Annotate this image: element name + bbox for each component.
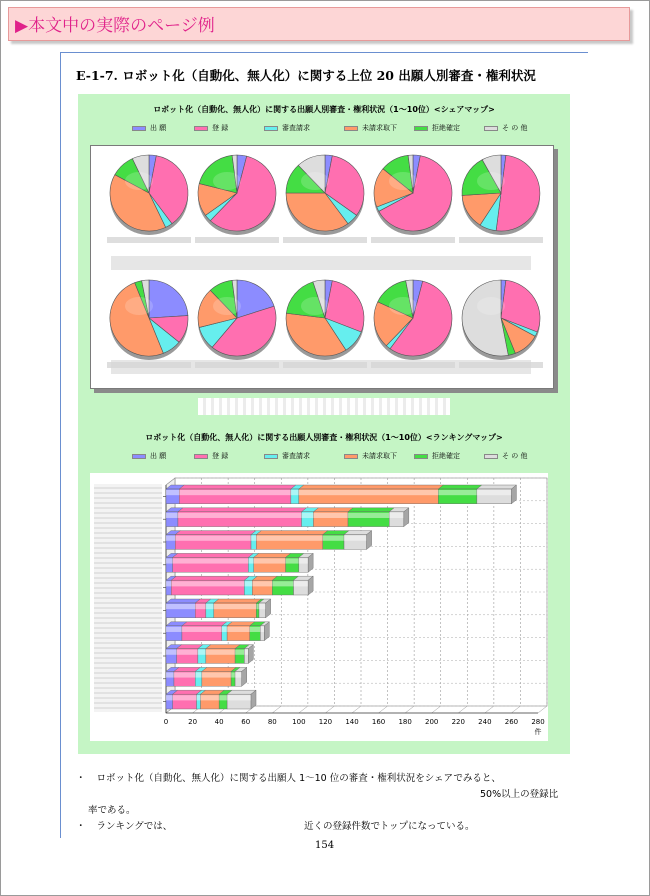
x-tick-label: 260: [504, 718, 519, 726]
share-map-panel: [90, 145, 554, 389]
bar-segment-top: [254, 553, 291, 557]
bar-segment-top: [477, 485, 517, 489]
legend-swatch: [344, 126, 358, 131]
bar-segment-shine: [286, 558, 299, 563]
x-tick-label: 80: [267, 718, 277, 726]
x-tick-label: 280: [531, 718, 545, 726]
bar-segment-top: [173, 553, 254, 557]
pie-label-band: [111, 256, 531, 270]
bullet-1-cont: [480, 786, 558, 800]
pie-slice: [149, 280, 188, 318]
legend-swatch: [414, 126, 428, 131]
bar-segment-shine: [348, 513, 389, 518]
pie-1: [107, 155, 191, 243]
bar-segment-top: [182, 622, 227, 626]
bar-segment-shine: [214, 604, 257, 609]
bar-segment-shine: [195, 604, 206, 609]
x-tick-label: 100: [292, 718, 306, 726]
legend-swatch: [264, 126, 278, 131]
pie-caption-strip: [283, 237, 367, 243]
bar-segment-shine: [251, 536, 256, 541]
legend-item: [344, 451, 397, 461]
bullet-1-end: [88, 802, 136, 816]
x-tick-label: 60: [241, 718, 251, 726]
share-map-legend: [132, 123, 532, 133]
pie-caption-strip: [459, 237, 543, 243]
pie-8: [283, 280, 367, 368]
x-tick-label: 220: [451, 718, 465, 726]
legend-label: 未請求取下: [362, 124, 397, 132]
caption-strip: [198, 398, 450, 415]
pie-caption-strip: [107, 362, 191, 368]
section-title: E-1-7. ロボット化（自動化、無人化）に関する上位 20 出願人別審査・権利状況: [76, 68, 536, 83]
x-tick-label: 120: [318, 718, 333, 726]
bar-segment-shine: [166, 581, 171, 586]
bar-segment-shine: [178, 513, 302, 518]
bar-segment-shine: [302, 513, 314, 518]
pie-highlight: [389, 297, 417, 315]
bar-row-4: [163, 553, 313, 572]
bar-segment-top: [166, 599, 200, 603]
bar-segment-shine: [195, 672, 202, 677]
pie-5: [459, 155, 543, 243]
bar-row-6: [163, 599, 271, 618]
legend-label: そ の 他: [502, 124, 528, 132]
bar-segment-shine: [256, 536, 322, 541]
bullet-1-text: ロボット化（自動化、無人化）に関する出願人 1～10 位の審査・権利状況をシェアでみると、: [96, 773, 501, 784]
bar-segment-top: [206, 645, 240, 649]
bar-segment-shine: [256, 604, 259, 609]
bar-row-1: [163, 485, 516, 504]
bar-segment-shine: [177, 650, 198, 655]
grid-floor-line: [299, 706, 308, 713]
bar-segment-shine: [244, 581, 252, 586]
pie-caption-strip: [195, 362, 279, 368]
legend-item: [264, 123, 310, 133]
legend-swatch: [264, 454, 278, 459]
bar-segment-shine: [259, 604, 266, 609]
legend-item: [264, 451, 310, 461]
x-tick-label: 0: [163, 718, 169, 726]
bullet-2-mark: ・: [76, 821, 86, 832]
bar-segment-shine: [299, 558, 308, 563]
bar-segment-shine: [175, 536, 251, 541]
pie-highlight: [301, 172, 329, 190]
grid-floor-line: [272, 706, 281, 713]
pie-4: [371, 155, 455, 243]
legend-label: 拒絶確定: [432, 124, 460, 132]
bar-segment-shine: [272, 581, 293, 586]
bar-segment-shine: [206, 604, 214, 609]
bar-segment-top: [202, 667, 236, 671]
bar-segment-shine: [323, 536, 344, 541]
bar-segment-shine: [248, 558, 253, 563]
pie-caption-strip: [195, 237, 279, 243]
page-banner: [8, 7, 630, 41]
pie-highlight: [477, 172, 505, 190]
bullet-2-cont: [304, 818, 475, 832]
legend-label: 登 録: [212, 124, 229, 132]
x-tick-label: 180: [398, 718, 412, 726]
bullet-1-mark: ・: [76, 773, 86, 784]
pie-highlight: [125, 172, 153, 190]
bar-segment-shine: [171, 581, 244, 586]
bar-segment-shine: [254, 558, 286, 563]
pie-caption-strip: [459, 362, 543, 368]
bullet-1: [76, 770, 501, 784]
bar-segment-shine: [206, 650, 235, 655]
bar-segment-top: [299, 485, 444, 489]
pie-highlight: [301, 297, 329, 315]
bullet-1-cont-text: 50%以上の登録比: [480, 789, 559, 800]
bar-segment-shine: [389, 513, 404, 518]
x-tick-label: 160: [371, 718, 386, 726]
legend-swatch: [132, 126, 146, 131]
bar-segment-top: [438, 485, 482, 489]
grid-floor-line: [405, 706, 414, 713]
x-tick-label: 200: [425, 718, 439, 726]
legend-swatch: [132, 454, 146, 459]
bar-segment-top: [179, 485, 296, 489]
pie-caption-strip: [371, 237, 455, 243]
legend-item: [344, 123, 397, 133]
x-tick-label: 20: [188, 718, 198, 726]
bar-segment-shine: [244, 650, 248, 655]
legend-label: 登 録: [212, 452, 229, 460]
bar-segment-shine: [201, 695, 220, 700]
bar-segment-shine: [299, 490, 439, 495]
bar-row-8: [163, 645, 253, 664]
pie-chart-svg: [91, 146, 553, 388]
bar-segment-shine: [202, 672, 231, 677]
bar-row-7: [163, 622, 269, 641]
legend-item: [414, 123, 460, 133]
page-number: 154: [315, 840, 335, 851]
grid-floor-line: [325, 706, 334, 713]
bar-segment-shine: [198, 650, 206, 655]
legend-item: [194, 123, 228, 133]
bar-segment-shine: [252, 581, 272, 586]
top-rule: [60, 52, 588, 53]
x-tick-label: 140: [345, 718, 359, 726]
bar-segment-shine: [166, 650, 177, 655]
legend-item: [132, 451, 166, 461]
bar-segment-shine: [166, 695, 173, 700]
grid-floor-line: [511, 706, 520, 713]
legend-label: 拒絶確定: [432, 452, 460, 460]
pie-highlight: [213, 297, 241, 315]
bar-segment-top: [175, 531, 256, 535]
bar-segment-shine: [173, 558, 249, 563]
bar-segment-shine: [477, 490, 512, 495]
ranking-map-title: ロボット化（自動化、無人化）に関する出願人別審査・権利状況（1～10位）<ランキングマップ>: [145, 433, 503, 442]
bar-segment-shine: [227, 695, 251, 700]
legend-label: 出 願: [150, 452, 167, 460]
bar-segment-top: [348, 508, 394, 512]
bar-segment-top: [178, 508, 307, 512]
bar-row-5: [163, 576, 313, 595]
pie-9: [371, 280, 455, 368]
bar-segment-shine: [235, 672, 242, 677]
bar-segment-shine: [438, 490, 477, 495]
legend-label: そ の 他: [502, 452, 528, 460]
share-map-title: ロボット化（自動化、無人化）に関する出願人別審査・権利状況（1～10位）<シェアマップ>: [153, 105, 495, 114]
grid-floor-line: [538, 706, 547, 713]
ranking-map-legend: [132, 451, 532, 461]
grid-floor-line: [485, 706, 494, 713]
bar-segment-top: [214, 599, 262, 603]
bar-segment-shine: [313, 513, 348, 518]
legend-item: [132, 123, 166, 133]
legend-swatch: [344, 454, 358, 459]
bar-segment-shine: [227, 627, 250, 632]
bar-segment-shine: [235, 650, 244, 655]
pie-10: [459, 280, 543, 368]
pie-6: [107, 280, 191, 368]
bullet-2: [76, 818, 172, 832]
x-tick-label: 40: [214, 718, 224, 726]
bar-row-3: [163, 531, 372, 550]
banner-title: ▶本文中の実際のページ例: [15, 16, 215, 36]
pie-caption-strip: [107, 237, 191, 243]
bar-segment-shine: [250, 627, 261, 632]
legend-item: [484, 451, 527, 461]
ranking-map-panel: [90, 473, 548, 741]
grid-floor-line: [352, 706, 361, 713]
legend-item: [414, 451, 460, 461]
bar-segment-shine: [166, 627, 182, 632]
bar-row-10: [163, 690, 256, 709]
legend-item: [194, 451, 228, 461]
pie-7: [195, 280, 279, 368]
bar-row-9: [163, 667, 247, 686]
bar-segment-shine: [344, 536, 367, 541]
bar-row-2: [163, 508, 409, 527]
bar-segment-top: [171, 576, 249, 580]
bar-segment-shine: [260, 627, 264, 632]
bar-segment-shine: [166, 672, 174, 677]
grid-floor-line: [432, 706, 441, 713]
bar-segment-shine: [197, 695, 201, 700]
legend-label: 出 願: [150, 124, 167, 132]
pie-highlight: [389, 172, 417, 190]
pie-highlight: [477, 297, 505, 315]
legend-swatch: [414, 454, 428, 459]
pie-3: [283, 155, 367, 243]
pie-caption-strip: [371, 362, 455, 368]
x-unit-label: 件: [534, 728, 542, 736]
pie-highlight: [213, 172, 241, 190]
legend-swatch: [484, 126, 498, 131]
pie-highlight: [125, 297, 153, 315]
bar-segment-shine: [231, 672, 235, 677]
grid-floor-line: [379, 706, 388, 713]
legend-label: 未請求取下: [362, 452, 397, 460]
bullet-2-text: ランキングでは、: [96, 821, 173, 832]
legend-label: 審査請求: [282, 452, 310, 460]
legend-swatch: [484, 454, 498, 459]
bar-segment-shine: [173, 695, 197, 700]
bar-segment-top: [256, 531, 327, 535]
legend-swatch: [194, 126, 208, 131]
pie-2: [195, 155, 279, 243]
grid-floor-line: [458, 706, 467, 713]
legend-label: 審査請求: [282, 124, 310, 132]
bar-segment-shine: [294, 581, 309, 586]
bar-segment-shine: [179, 490, 291, 495]
bar-segment-shine: [219, 695, 227, 700]
bullet-1-end-text: 率である。: [88, 805, 136, 816]
bullet-2-cont-text: 近くの登録件数でトップになっている。: [304, 821, 475, 832]
legend-item: [484, 123, 527, 133]
bar-chart-svg: [90, 473, 548, 741]
bar-segment-shine: [291, 490, 299, 495]
pie-caption-strip: [283, 362, 367, 368]
bar-segment-shine: [166, 536, 175, 541]
bar-segment-shine: [166, 558, 173, 563]
bar-segment-shine: [174, 672, 195, 677]
x-tick-label: 240: [478, 718, 492, 726]
bar-segment-top: [313, 508, 353, 512]
bar-segment-shine: [166, 604, 195, 609]
bar-segment-shine: [166, 513, 178, 518]
bar-segment-shine: [222, 627, 227, 632]
left-rule: [60, 52, 61, 838]
legend-swatch: [194, 454, 208, 459]
bar-segment-shine: [166, 490, 179, 495]
bar-segment-shine: [182, 627, 222, 632]
